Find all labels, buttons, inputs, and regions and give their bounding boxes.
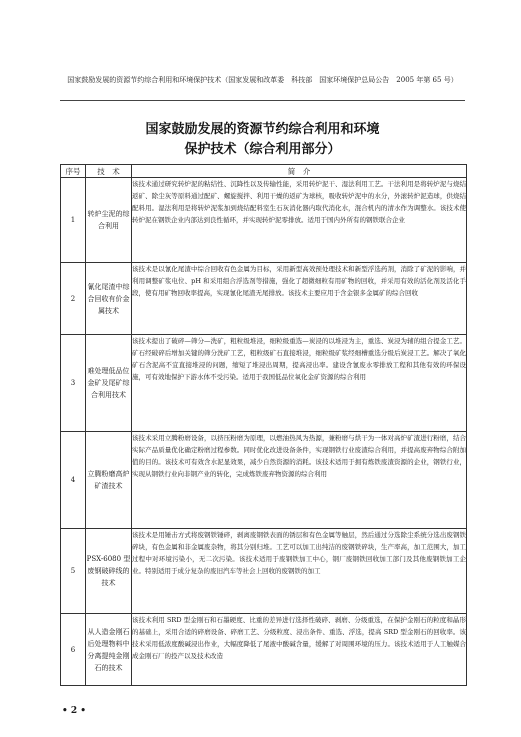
- title-line-2: 保护技术（综合利用部分）: [184, 142, 341, 157]
- row-seq: 3: [61, 335, 86, 432]
- table-row: [61, 529, 467, 614]
- technology-table: [60, 164, 467, 686]
- row-seq: 1: [61, 178, 86, 263]
- header-desc: 简 介: [132, 165, 467, 178]
- row-seq: 5: [61, 529, 86, 614]
- running-head: 国家鼓励发展的资源节约综合利用和环境保护技术（国家发展和改革委 科技部 国家环境保护总局公告 2005 年第 65 号）: [67, 76, 458, 84]
- table-row: [61, 335, 467, 432]
- row-tech-name: 氰化尾渣中综合回收有价金属技术: [86, 263, 132, 335]
- row-tech-name: 难处理低品位金矿及尾矿综合利用技术: [86, 335, 132, 432]
- row-tech-name: 立腾粉磨高炉矿渣技术: [86, 432, 132, 529]
- table-row: [61, 263, 467, 335]
- title-line-1: 国家鼓励发展的资源节约综合利用和环境: [145, 122, 380, 137]
- table-row: [61, 614, 467, 686]
- row-description: 该技术利用 SRD 型金刚石和石墨硬度、比重的差异进行选择性破碎、剥磨、分级重选，在保护金刚石的粒度和晶形的基础上，采用合适的碎磨设备、碎磨工艺、分级粒度、浸出条件、重选、浮选，提高 SRD 型金刚石的回收率。该技术采用低浓度酸碱浸出作业，大幅度降低了尾液中酸碱含量，缓解了对周围环境的压力。该技术适用于人工触媒合成金刚石厂的投产以及技术改造: [132, 614, 467, 686]
- row-seq: 2: [61, 263, 86, 335]
- table-row: [61, 432, 467, 529]
- header-tech: 技 术: [86, 165, 132, 178]
- row-description: 该技术通过研究转炉泥的粘结性、沉降性以及传输性能，采用转炉泥干、湿法利用工艺。干法利用是将转炉泥与烧结返矿、除尘灰等原料通过配矿、螺旋搅拌、利用干燥的返矿为球核，吸收转炉泥中的水分，外滚转炉泥造球，供烧结配料用。湿法利用是将转炉泥浆加到烧结配料室生石灰消化器内取代消化水，混合机内的清水作为调整水。该技术使转炉泥在钢铁企业内部达到良性循环，并实现转炉泥零排放。适用于国内外所有的钢铁联合企业: [132, 178, 467, 263]
- row-description: 该技术提出了破碎—筛分—洗矿，粗粒级堆浸，细粒级重选—炭浸的以堆浸为主，重选、炭浸为辅的组合提金工艺。矿石经破碎后增加关键的筛分洗矿工艺，粗粒级矿石直接堆浸，细粒级矿浆经细槽重选分级后炭浸工艺。解决了氧化矿石含泥高不宜直接堆浸的问题，缩短了堆浸出周期，提高浸出率。建设含氰废水零排放工程和其他有效的环保设施，可有效地保护下游水体不受污染。适用于我国低品位氧化金矿资源的综合利用: [132, 335, 467, 432]
- row-description: 该技术是用锤击方式将废钢铁锤碎，剥离废钢铁表面的锈层和有色金属等触层，然后通过分选除尘系统分选出废钢铁碎块，有色金属和非金属废杂物，将其分别归堆。工艺可以加工出纯洁的废钢铁碎块，生产率高，加工范围大，加工过程中对环境污染小，无二次污染。该技术适用于废钢铁加工中心，钢厂废钢铁回收加工部门及其他废钢铁加工企业。特别适用于成分复杂的废旧汽车等社会上回收的废钢铁的加工: [132, 529, 467, 614]
- header-rule: [60, 100, 465, 101]
- row-seq: 6: [61, 614, 86, 686]
- row-tech-name: PSX-6080 型废钢破碎线的技术: [86, 529, 132, 614]
- table-row: [61, 178, 467, 263]
- row-description: 该技术采用立腾粉磨设备，以挤压粉磨为原理，以燃油热风为热源，兼粉磨与烘干为一体对高炉矿渣进行粉磨，结合实际产品质量优化确定粉磨过程参数。同时优化改进设备条件，实现钢铁行业废渣综合利用，并提高废弃物综合附加值的目的。该技术可有效含水泥显效果，减少自然资源的消耗。该技术适用于拥有炼铁废渣资源的企业，钢铁行业，实现从钢铁行业向非钢产业的转化，完成炼铁废弃物资源的综合利用: [132, 432, 467, 529]
- row-tech-name: 转炉尘泥的综合利用: [86, 178, 132, 263]
- row-description: 该技术是以氰化尾渣中综合回收有色金属为目标，采用新型高效预处理技术和新型浮选药剂，消除了矿泥的影响，并利用调整矿浆电位、pH 和采用组合浮选剂等措施，强化了超微细粒有用矿物的回收，并采用有效的活化剂及活化手段，使有用矿物回收率提高，实现氰化尾渣无尾排放。该技术主要应用于含金银多金属矿的综合回收: [132, 263, 467, 335]
- row-seq: 4: [61, 432, 86, 529]
- page-number: • 2 •: [62, 706, 87, 716]
- table-header-row: [61, 165, 467, 178]
- document-title: [60, 120, 465, 160]
- row-tech-name: 从人造金刚石后处理物料中分离提纯金刚石的技术: [86, 614, 132, 686]
- header-seq: 序号: [61, 165, 86, 178]
